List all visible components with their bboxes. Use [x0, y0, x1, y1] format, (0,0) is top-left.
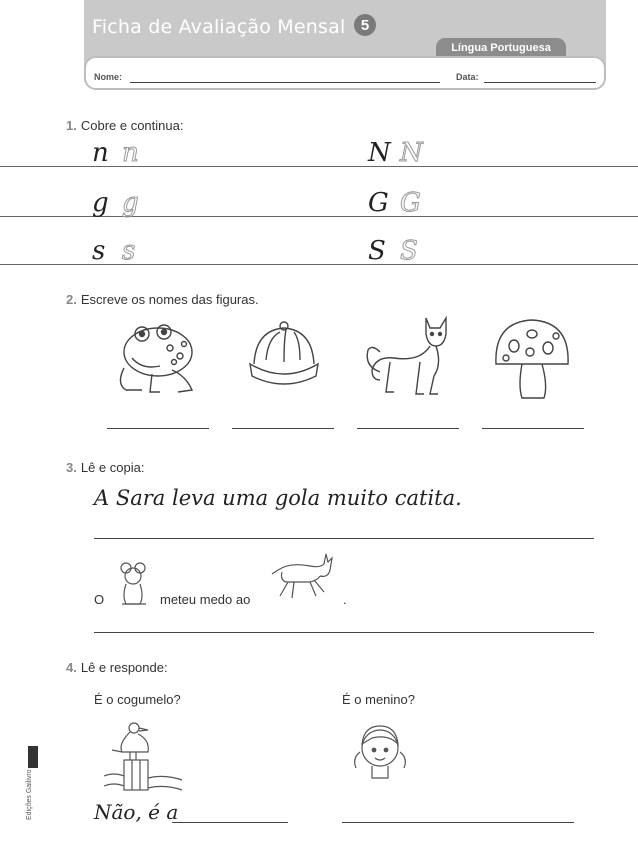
beanie-figure: [244, 320, 324, 388]
donkey-figure: [270, 552, 334, 604]
letter-trace-N: N: [400, 138, 423, 168]
copy-sentence: A Sara leva uma gola muito catita.: [94, 486, 462, 510]
answer-line-mushroom[interactable]: [482, 428, 584, 429]
publisher-logo: [28, 746, 38, 768]
date-label: Data:: [456, 72, 479, 82]
letter-model-n: n: [92, 138, 109, 168]
question-4-text: Lê e responde:: [80, 660, 168, 675]
subject-tab: Língua Portuguesa: [436, 38, 566, 57]
question-3-label: [66, 460, 144, 475]
frog-figure: [112, 318, 204, 398]
letter-trace-G: G: [400, 188, 421, 218]
worksheet-header: [84, 0, 606, 90]
question-4-left: É o cogumelo?: [94, 692, 181, 707]
question-2-text: Escreve os nomes das figuras.: [80, 292, 259, 307]
name-date-box: [84, 56, 606, 90]
question-4-label: [66, 660, 168, 675]
name-label: Nome:: [94, 72, 123, 82]
date-line[interactable]: [484, 82, 596, 83]
mouse-figure: [112, 560, 152, 610]
question-4-right: É o menino?: [342, 692, 415, 707]
letter-trace-s: s: [122, 236, 136, 266]
letter-trace-S: S: [400, 236, 418, 266]
letter-model-G: G: [368, 188, 389, 218]
sentence-2-middle: meteu medo ao: [160, 592, 251, 607]
question-2-number: 2.: [66, 292, 77, 307]
letter-trace-n: n: [122, 138, 139, 168]
mushroom-figure: [492, 316, 572, 400]
question-2-label: [66, 292, 259, 307]
answer-line-beanie[interactable]: [232, 428, 334, 429]
sentence-2-start: O: [94, 592, 105, 607]
question-4-number: 4.: [66, 660, 77, 675]
answer-line-right[interactable]: [342, 822, 574, 823]
worksheet-number-badge: 5: [354, 14, 376, 36]
seagull-figure: [104, 716, 184, 794]
name-line[interactable]: [130, 82, 440, 83]
answer-line-cat[interactable]: [357, 428, 459, 429]
letter-model-g: g: [92, 188, 109, 218]
question-3-number: 3.: [66, 460, 77, 475]
publisher-name: Edições Gailivro: [26, 769, 33, 820]
copy-line-2[interactable]: [94, 632, 594, 633]
question-1-text: Cobre e continua:: [80, 118, 184, 133]
cat-figure: [360, 314, 464, 400]
sentence-2-end: .: [343, 592, 347, 607]
question-3-text: Lê e copia:: [80, 460, 145, 475]
answer-start-text: Não, é a: [94, 800, 179, 824]
answer-line-left[interactable]: [172, 822, 288, 823]
letter-model-s: s: [92, 236, 106, 266]
letter-trace-g: g: [122, 188, 139, 218]
letter-model-S: S: [368, 236, 386, 266]
girl-figure: [350, 718, 410, 782]
question-1-number: 1.: [66, 118, 77, 133]
worksheet-title: Ficha de Avaliação Mensal: [92, 16, 346, 38]
letter-model-N: N: [368, 138, 391, 168]
answer-line-frog[interactable]: [107, 428, 209, 429]
copy-line[interactable]: [94, 538, 594, 539]
question-1-label: [66, 118, 183, 133]
